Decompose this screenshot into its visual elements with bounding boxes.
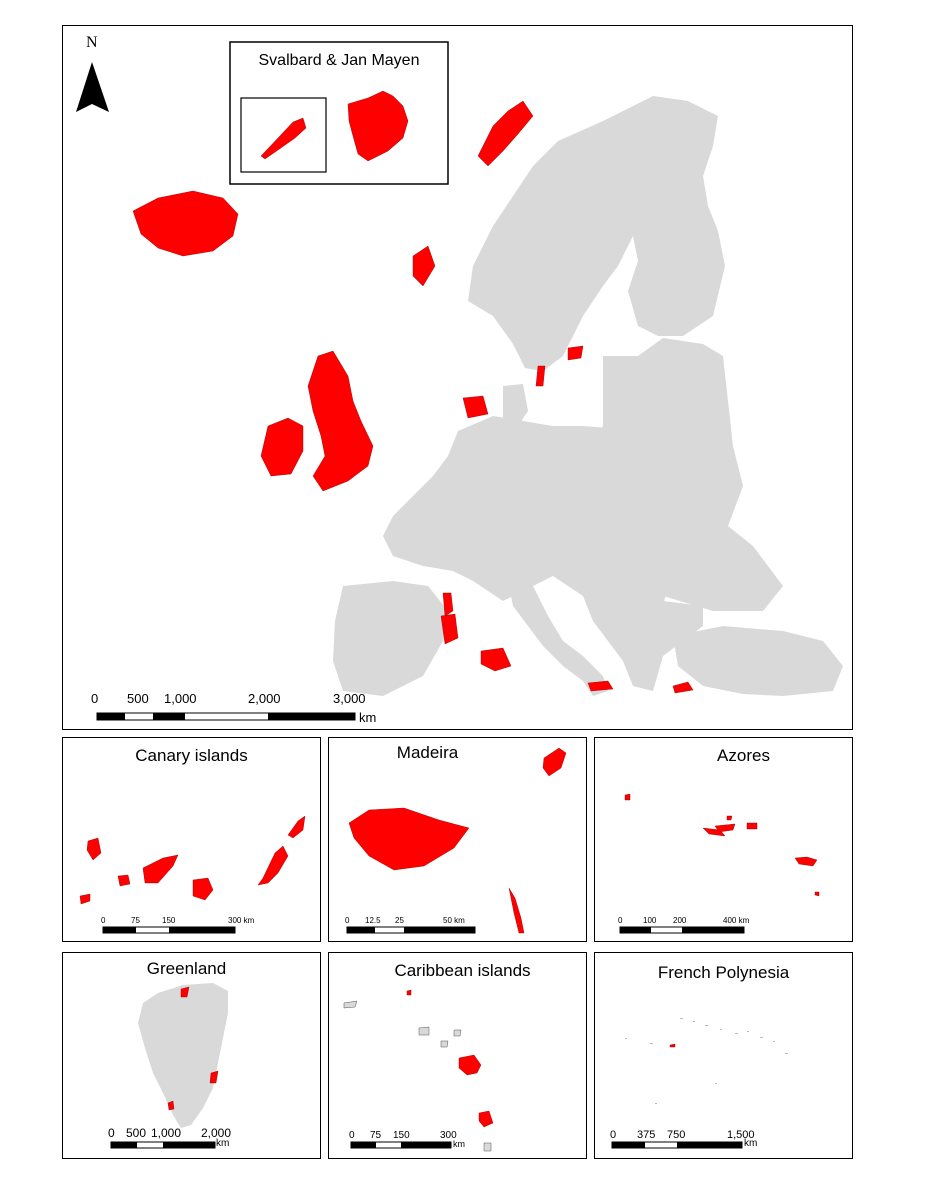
greenland-panel (62, 952, 321, 1159)
greenland-scale-tick-1: 500 (126, 1126, 147, 1140)
madeira-scale-tick-1: 12.5 (365, 916, 381, 925)
north-label: N (86, 34, 98, 51)
greenland-scale-tick-3: 2,000 (201, 1126, 232, 1140)
main-map-panel (62, 25, 853, 730)
iberia-landmass (333, 581, 448, 696)
main-scale-tick-2: 1,000 (164, 691, 197, 706)
canary-scale-tick-0: 0 (101, 916, 106, 925)
greenland-title: Greenland (146, 959, 227, 978)
main-scale-tick-3: 2,000 (248, 691, 281, 706)
azores-scale-tick-0: 0 (618, 916, 623, 925)
polynesia-scale-unit: km (744, 1138, 758, 1149)
west-norway-islands (413, 246, 435, 286)
azores-map (595, 738, 854, 943)
crete (588, 681, 613, 691)
canary-islands-map (63, 738, 322, 943)
azores-scale-tick-3: 400 km (723, 916, 750, 925)
main-scale-bar (97, 713, 355, 720)
polynesia-scale-tick-0: 0 (610, 1129, 617, 1141)
caribbean-scale-unit: km (453, 1139, 465, 1149)
madeira-map (329, 738, 588, 943)
canary-islands-panel (62, 737, 321, 942)
canary-scale-tick-2: 150 (162, 916, 176, 925)
ireland (261, 418, 303, 476)
jutland-landmass (503, 384, 528, 426)
polynesia-scale-tick-1: 375 (637, 1129, 656, 1141)
iceland (133, 191, 238, 256)
greenland-scale-tick-2: 1,000 (151, 1126, 182, 1140)
caribbean-scale-tick-0: 0 (349, 1130, 355, 1141)
french-polynesia-panel (594, 952, 853, 1159)
madeira-title: Madeira (396, 743, 459, 762)
caribbean-scale-tick-2: 150 (393, 1130, 410, 1141)
azores-scale-tick-2: 200 (673, 916, 687, 925)
caribbean-islands-map (329, 953, 588, 1160)
north-arrow (73, 34, 113, 124)
polynesia-scale-tick-3: 1,500 (727, 1129, 755, 1141)
svalbard-inset-title: Svalbard & Jan Mayen (258, 52, 420, 69)
caribbean-islands-panel (328, 952, 587, 1159)
azores-scale-tick-1: 100 (643, 916, 657, 925)
corsica (443, 593, 453, 616)
greenland-map (63, 953, 322, 1160)
french-polynesia-map (595, 953, 854, 1160)
sardinia (441, 614, 458, 644)
azores-title: Azores (717, 746, 770, 765)
canary-scale-tick-1: 75 (131, 916, 140, 925)
azores-panel (594, 737, 853, 942)
sicily (481, 648, 511, 671)
main-scale-tick-0: 0 (91, 691, 99, 706)
madeira-panel (328, 737, 587, 942)
denmark-islands (463, 396, 488, 418)
main-scale-unit: km (359, 710, 377, 725)
europe-map (63, 26, 854, 731)
greenland-landmass (138, 983, 228, 1128)
main-scale-tick-4: 3,000 (333, 691, 366, 706)
greenland-scale-tick-0: 0 (108, 1126, 115, 1140)
turkey-landmass (673, 626, 843, 696)
madeira-scale-tick-2: 25 (395, 916, 404, 925)
polynesia-scale-tick-2: 750 (667, 1129, 686, 1141)
estonian-islands (568, 346, 583, 360)
french-polynesia-title: French Polynesia (657, 963, 790, 982)
norway-coast-islands (478, 101, 533, 166)
caribbean-islands-title: Caribbean islands (394, 961, 531, 980)
greenland-scale-unit: km (216, 1138, 230, 1149)
madeira-scale-tick-3: 50 km (443, 916, 465, 925)
main-scale-tick-1: 500 (127, 691, 149, 706)
caribbean-scale-tick-3: 300 (440, 1130, 457, 1141)
canary-scale-tick-3: 300 km (228, 916, 255, 925)
madeira-scale-tick-0: 0 (345, 916, 350, 925)
cyprus (673, 682, 693, 693)
great-britain (308, 351, 373, 491)
north-arrow-icon (73, 34, 113, 124)
canary-islands-title: Canary islands (135, 746, 248, 765)
caribbean-scale-tick-1: 75 (370, 1130, 382, 1141)
